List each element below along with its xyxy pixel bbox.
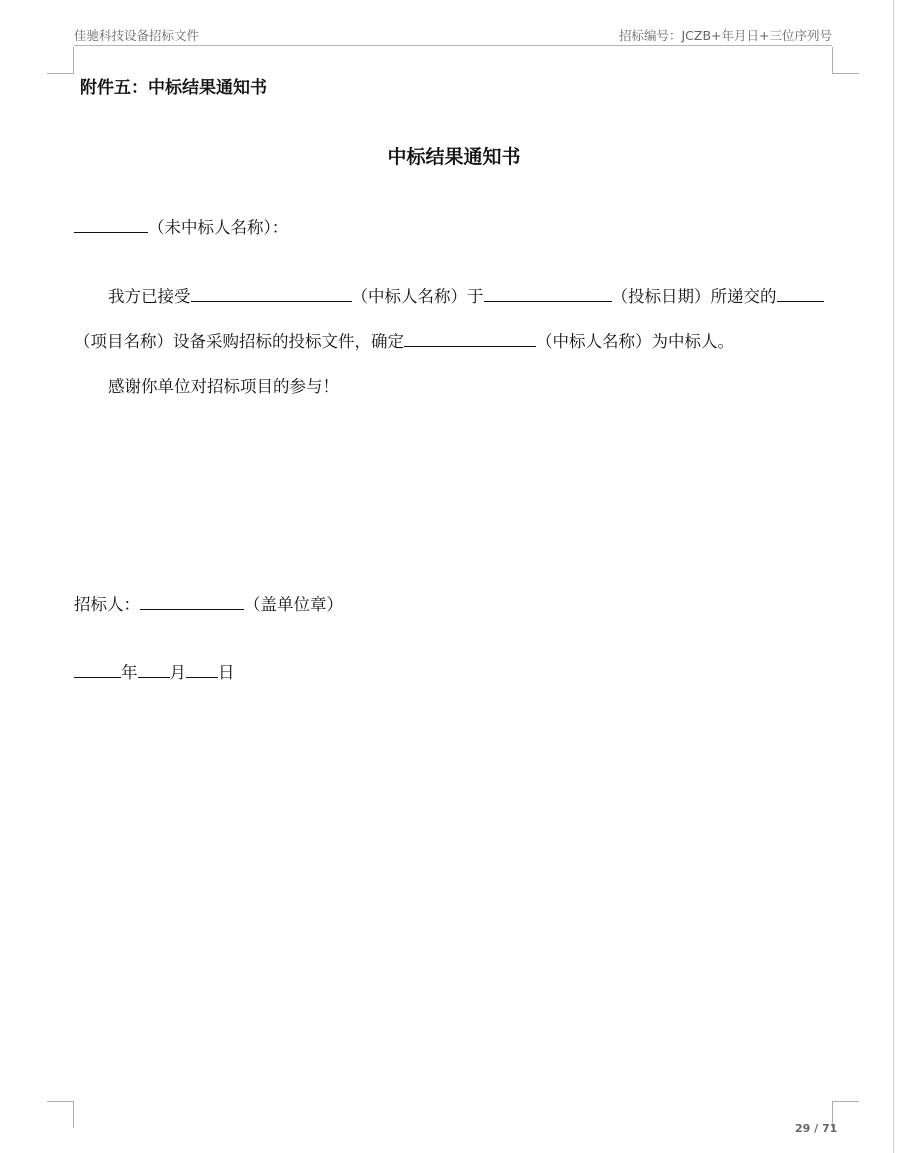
recipient-blank: [74, 215, 148, 233]
project-name-blank: [777, 284, 824, 302]
page-edge: [893, 0, 894, 1153]
crop-mark-bottom-left: [47, 1101, 74, 1128]
header-doc-name: 佳驰科技设备招标文件: [74, 28, 200, 43]
p1-text-b: （中标人名称）于: [351, 287, 484, 306]
p2-text-b: （中标人名称）为中标人。: [536, 332, 734, 351]
crop-mark-top-right: [832, 47, 859, 74]
header-tender-number: 招标编号：JCZB+年月日+三位序列号: [618, 28, 832, 43]
signature-line: [74, 592, 343, 617]
year-label: 年: [121, 663, 138, 682]
body-paragraph-2: [74, 329, 734, 354]
stamp-label: （盖单位章）: [244, 595, 343, 614]
page-title: 中标结果通知书: [387, 146, 521, 168]
header-divider: [74, 45, 832, 46]
salutation-line: [74, 215, 288, 240]
tenderer-blank: [140, 592, 244, 610]
day-blank: [186, 660, 218, 678]
month-blank: [138, 660, 170, 678]
day-label: 日: [218, 663, 235, 682]
bid-date-blank: [484, 284, 612, 302]
appendix-heading: 附件五：中标结果通知书: [80, 78, 267, 98]
tenderer-label: 招标人：: [74, 595, 140, 614]
winner-name-blank-2: [404, 329, 536, 347]
year-blank: [74, 660, 121, 678]
p1-text-a: 我方已接受: [108, 287, 191, 306]
crop-mark-top-left: [47, 47, 74, 74]
winner-name-blank: [191, 284, 352, 302]
salutation-suffix: （未中标人名称）：: [148, 218, 289, 237]
month-label: 月: [169, 663, 186, 682]
p2-text-a: （项目名称）设备采购招标的投标文件，确定: [74, 332, 404, 351]
body-paragraph-1: [108, 284, 824, 309]
date-line: [74, 660, 235, 685]
p1-text-c: （投标日期）所递交的: [611, 287, 777, 306]
page-number: 29 / 71: [795, 1122, 838, 1135]
body-paragraph-3: 感谢你单位对招标项目的参与！: [108, 377, 339, 396]
